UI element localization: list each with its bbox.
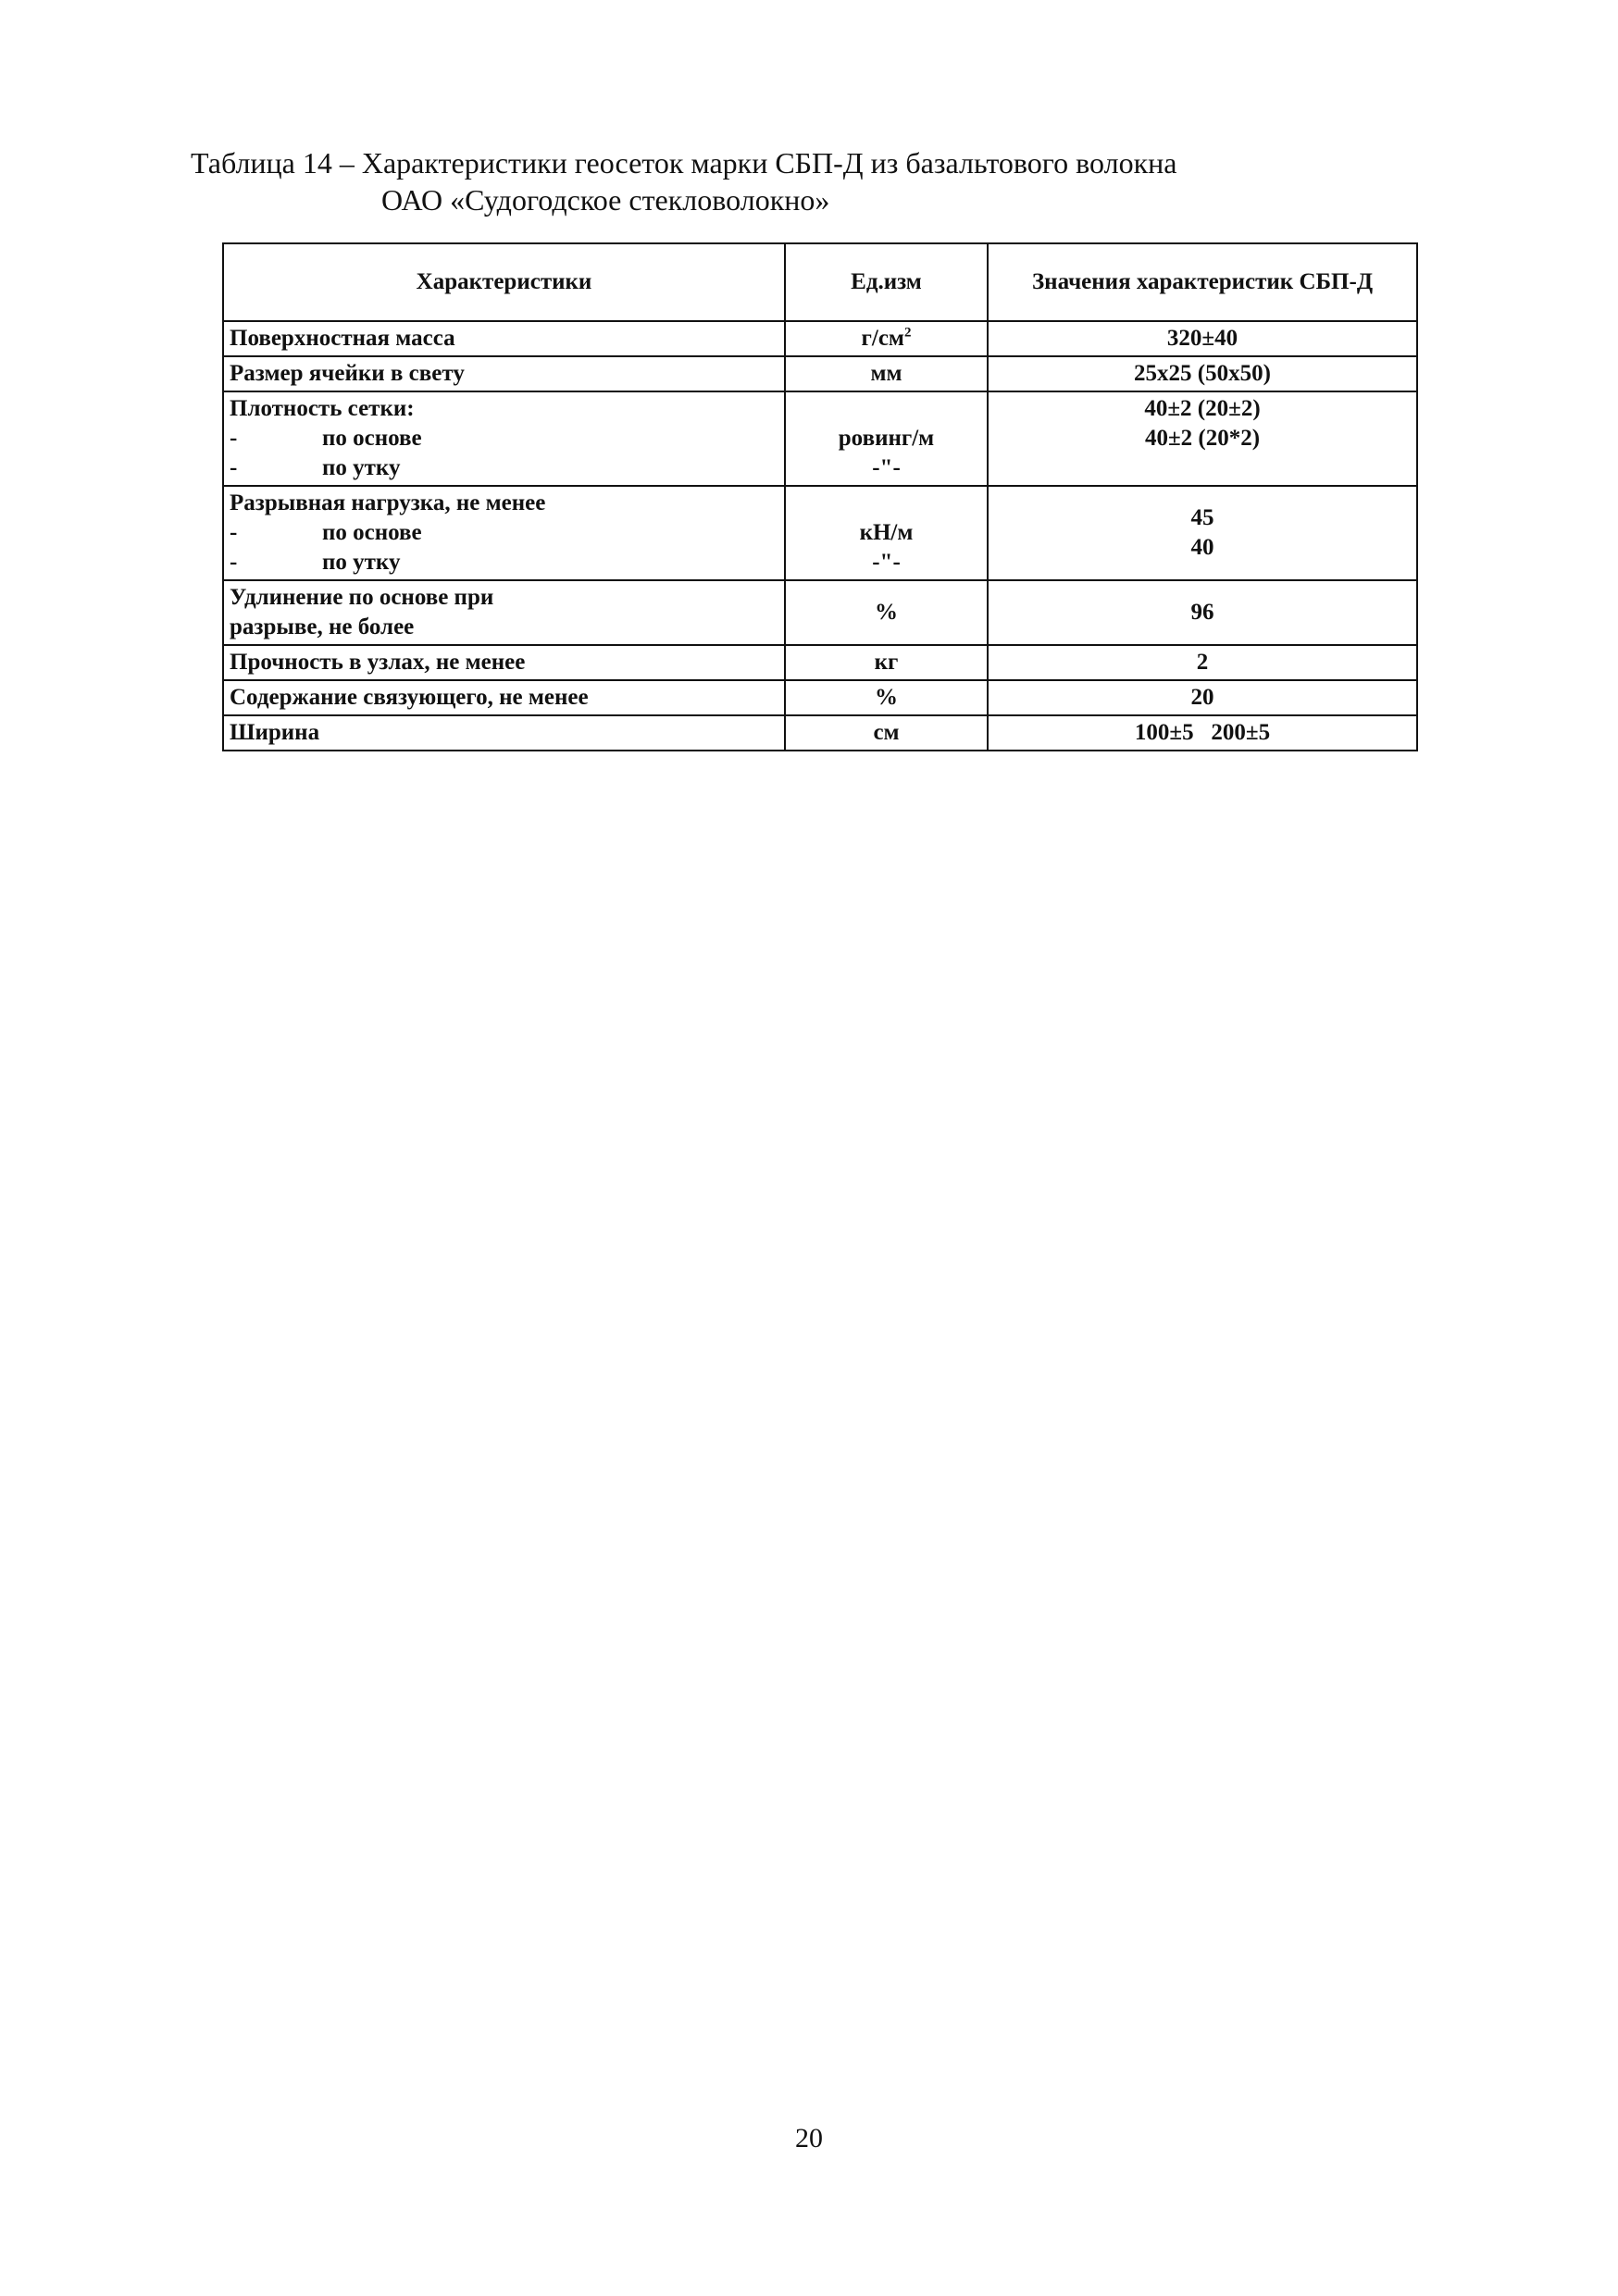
unit-superscript: 2 xyxy=(903,325,912,341)
sub-item xyxy=(230,518,778,548)
unit-text: г/см xyxy=(861,326,904,351)
row-value: 25х25 (50х50) xyxy=(988,356,1417,391)
header-characteristics: Характеристики xyxy=(223,243,785,321)
name-line: Удлинение по основе при xyxy=(230,585,494,610)
row-name xyxy=(223,486,785,580)
table-row xyxy=(223,356,1417,391)
table-row xyxy=(223,680,1417,715)
header-values: Значения характеристик СБП-Д xyxy=(988,243,1417,321)
row-unit xyxy=(785,321,988,356)
sub-unit: -"- xyxy=(872,550,901,575)
table-row xyxy=(223,391,1417,486)
row-name: Прочность в узлах, не менее xyxy=(223,645,785,680)
sub-item xyxy=(230,548,778,577)
row-unit xyxy=(785,486,988,580)
sub-label: по основе xyxy=(322,426,422,451)
row-name xyxy=(223,391,785,486)
table-caption xyxy=(191,144,1394,218)
row-name: Содержание связующего, не менее xyxy=(223,680,785,715)
group-title: Разрывная нагрузка, не менее xyxy=(230,490,546,515)
row-unit: см xyxy=(785,715,988,751)
row-unit: мм xyxy=(785,356,988,391)
row-name: Поверхностная масса xyxy=(223,321,785,356)
dash: - xyxy=(230,520,238,545)
table-row xyxy=(223,645,1417,680)
group-title: Плотность сетки: xyxy=(230,396,415,421)
name-line: разрыве, не более xyxy=(230,614,415,639)
sub-item xyxy=(230,453,778,483)
row-value: 20 xyxy=(988,680,1417,715)
row-value: 320±40 xyxy=(988,321,1417,356)
caption-line-2: ОАО «Судогодское стекловолокно» xyxy=(381,183,830,217)
row-unit: кг xyxy=(785,645,988,680)
table-row xyxy=(223,486,1417,580)
row-unit: % xyxy=(785,580,988,645)
sub-item xyxy=(230,424,778,453)
sub-unit: кН/м xyxy=(859,520,914,545)
sub-unit: ровинг/м xyxy=(838,426,935,451)
sub-label: по основе xyxy=(322,520,422,545)
row-unit: % xyxy=(785,680,988,715)
sub-value: 40 xyxy=(1190,535,1214,560)
row-value xyxy=(988,391,1417,486)
sub-label: по утку xyxy=(322,455,401,480)
sub-label: по утку xyxy=(322,550,401,575)
table-row xyxy=(223,321,1417,356)
sub-value: 40±2 (20±2) xyxy=(1144,396,1261,421)
row-value: 2 xyxy=(988,645,1417,680)
row-name xyxy=(223,580,785,645)
sub-value: 45 xyxy=(1190,505,1214,530)
caption-line-1: Таблица 14 – Характеристики геосеток марки СБП-Д из базальтового волокна xyxy=(191,146,1177,180)
row-name: Размер ячейки в свету xyxy=(223,356,785,391)
dash: - xyxy=(230,455,238,480)
row-value: 96 xyxy=(988,580,1417,645)
dash: - xyxy=(230,426,238,451)
table-row xyxy=(223,715,1417,751)
dash: - xyxy=(230,550,238,575)
sub-unit: -"- xyxy=(872,455,901,480)
header-row xyxy=(223,243,1417,321)
sub-value: 40±2 (20*2) xyxy=(1144,426,1261,451)
page-number: 20 xyxy=(795,2123,823,2153)
characteristics-table xyxy=(222,242,1418,751)
row-value: 100±5 200±5 xyxy=(988,715,1417,751)
table-row xyxy=(223,580,1417,645)
row-unit xyxy=(785,391,988,486)
row-name: Ширина xyxy=(223,715,785,751)
header-unit: Ед.изм xyxy=(785,243,988,321)
row-value xyxy=(988,486,1417,580)
